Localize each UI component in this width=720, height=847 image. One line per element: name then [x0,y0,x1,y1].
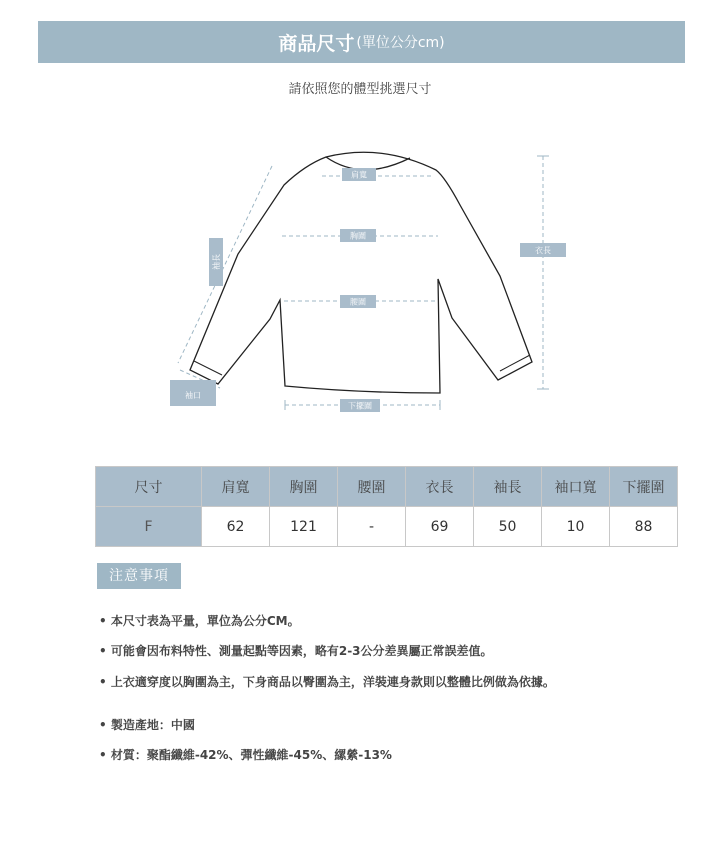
subtitle: 請依照您的體型挑選尺寸 [288,82,432,97]
waist-tag-label: 腰圍 [350,297,366,307]
header-hem: 下擺圍 [610,467,678,507]
cell-sleeve: 50 [474,507,542,547]
garment-diagram [0,140,720,420]
neckline [326,157,410,170]
shoulder-tag-label: 肩寬 [351,170,367,180]
shirt-outline [190,152,532,393]
cell-waist: - [338,507,406,547]
notice-title: 注意事項 [97,563,181,589]
header-chest: 胸圍 [270,467,338,507]
notice-item: • 本尺寸表為平量，單位為公分CM。 [99,614,300,628]
cell-length: 69 [406,507,474,547]
header-size: 尺寸 [96,467,202,507]
chest-tag-label: 胸圍 [350,231,366,241]
notice-item: • 製造產地：中國 [99,718,195,732]
right-cuff-line [500,355,530,371]
sleeve-tag [209,238,223,286]
header-cuff: 袖口寬 [542,467,610,507]
cell-hem: 88 [610,507,678,547]
hem-tag [340,399,380,412]
notice-item: • 材質：聚酯纖維-42%、彈性纖維-45%、縲縈-13% [99,748,392,762]
cuff-tag-label: 袖口 [185,391,201,400]
length-tag-label: 衣長 [535,246,551,255]
header-waist: 腰圍 [338,467,406,507]
cell-shoulder: 62 [202,507,270,547]
cell-chest: 121 [270,507,338,547]
title-unit: (單位公分cm) [356,35,445,51]
notice-item: • 可能會因布料特性、測量起點等因素，略有2-3公分差異屬正常誤差值。 [99,644,493,658]
length-tag [520,243,566,257]
shoulder-tag [342,168,376,181]
header-length: 衣長 [406,467,474,507]
left-cuff-line [194,361,222,375]
hem-tag-label: 下擺圍 [348,401,372,411]
chest-tag [340,229,376,242]
cuff-tag [170,380,216,406]
size-table [95,466,678,547]
header-sleeve: 袖長 [474,467,542,507]
waist-tag [340,295,376,308]
notice-item: • 上衣適穿度以胸圍為主，下身商品以臀圍為主，洋裝連身款則以整體比例做為依據。 [99,675,555,689]
page-title: 商品尺寸 [278,32,355,55]
size-table-header-row [96,467,678,507]
cell-cuff: 10 [542,507,610,547]
header-shoulder: 肩寬 [202,467,270,507]
table-row [96,507,678,547]
sleeve-tag-label: 袖長 [212,254,221,270]
title-bar [38,21,685,63]
cell-size: F [96,507,202,547]
